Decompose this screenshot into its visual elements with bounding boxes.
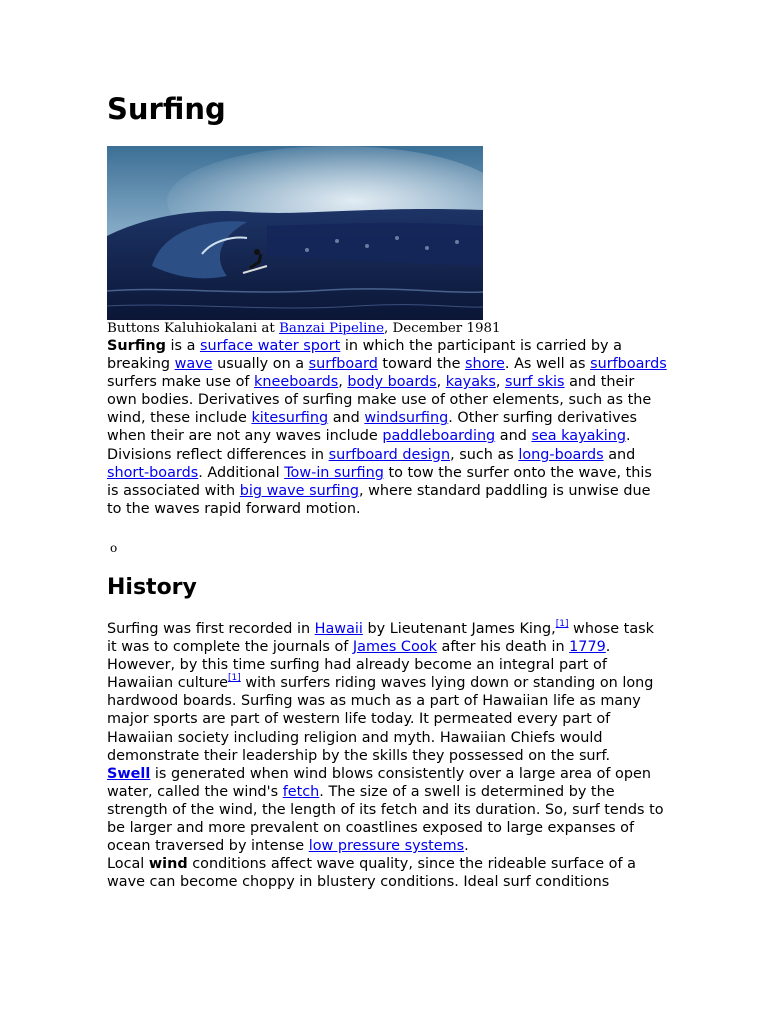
tow-in-surfing-link[interactable]: Tow-in surfing [284, 464, 384, 481]
big-wave-surfing-link[interactable]: big wave surfing [239, 482, 359, 499]
surface-water-sport-link[interactable]: surface water sport [199, 338, 341, 354]
low-pressure-systems-link[interactable]: low pressure systems [308, 838, 465, 855]
history-paragraph: Surfing was first recorded in Hawaii by Lieutenant James King,[1] whose task it was to complete the journals of James Cook after his death in 1779. However, by this time surfing had already become an integral part of Hawaiian culture[1] with surfers riding waves lying down or standing on long hardwood boards. Surfing was as much as a part of Hawaiian life as many major sports are part of western life today. It permeated every part of Hawaiian society including religion and myth. Hawaiian Chiefs would demonstrate their leadership by the skills they possessed on the surf. [107, 619, 654, 764]
list-bullet: o [110, 541, 118, 555]
surf-skis-link[interactable]: surf skis [505, 374, 565, 391]
hawaii-link[interactable]: Hawaii [314, 621, 363, 637]
swell-link[interactable]: Swell [107, 765, 151, 782]
wind-paragraph: Local wind conditions affect wave quality, since the rideable surface of a wave can become choppy in blustery conditions. Ideal surf conditions [107, 856, 636, 891]
surfboard-link[interactable]: surfboard [308, 356, 378, 373]
wave-link[interactable]: wave [174, 356, 213, 373]
year-1779-link[interactable]: 1779 [569, 639, 606, 656]
swell-paragraph: Swell is generated when wind blows consistently over a large area of open water, called the wind's fetch. The size of a swell is determined by the strength of the wind, the length of its fetch and its duration. So, surf tends to be larger and more prevalent on coastlines exposed to large expanses of ocean traversed by intense low pressure systems. [107, 765, 664, 855]
body-boards-link[interactable]: body boards [347, 374, 437, 391]
short-boards-link[interactable]: short-boards [107, 464, 199, 481]
surf-photo [107, 146, 483, 320]
page-title: Surfing [107, 92, 226, 126]
kayaks-link[interactable]: kayaks [445, 374, 496, 391]
banzai-pipeline-link[interactable]: Banzai Pipeline [279, 321, 384, 336]
history-heading: History [107, 575, 197, 600]
james-cook-link[interactable]: James Cook [352, 639, 437, 656]
fetch-link[interactable]: fetch [282, 783, 320, 800]
image-caption: Buttons Kaluhiokalani at Banzai Pipeline, December 1981 [107, 321, 501, 336]
reference-link[interactable]: [1] [228, 673, 241, 684]
reference-link[interactable]: [1] [555, 619, 569, 629]
long-boards-link[interactable]: long-boards [518, 446, 604, 463]
paddleboarding-link[interactable]: paddleboarding [382, 428, 496, 445]
surfboards-link[interactable]: surfboards [590, 356, 667, 373]
sea-kayaking-link[interactable]: sea kayaking [531, 428, 627, 445]
windsurfing-link[interactable]: windsurfing [364, 410, 449, 427]
history-section [107, 620, 667, 891]
kitesurfing-link[interactable]: kitesurfing [251, 410, 329, 427]
intro-section [107, 337, 667, 518]
shore-link[interactable]: shore [465, 356, 505, 373]
kneeboards-link[interactable]: kneeboards [254, 374, 339, 391]
wind-term: wind [148, 856, 188, 873]
divisions-paragraph: Divisions reflect differences in surfboard design, such as long-boards and short-boards. Additional Tow-in surfing to tow the surfer onto the wave, this is associated with big wave surfing, where standard paddling is unwise due to the waves rapid forward motion. [107, 446, 652, 517]
surfboard-design-link[interactable]: surfboard design [328, 446, 451, 463]
intro-paragraph: Surfing is a surface water sport in which the participant is carried by a breaking wave usually on a surfboard toward the shore. As well as surfboards surfers make use of kneeboards, body boards, kayaks, surf skis and their own bodies. Derivatives of surfing make use of other elements, such as the wind, these include kitesurfing and windsurfing. Other surfing derivatives when their are not any waves include paddleboarding and sea kayaking. [107, 338, 667, 445]
